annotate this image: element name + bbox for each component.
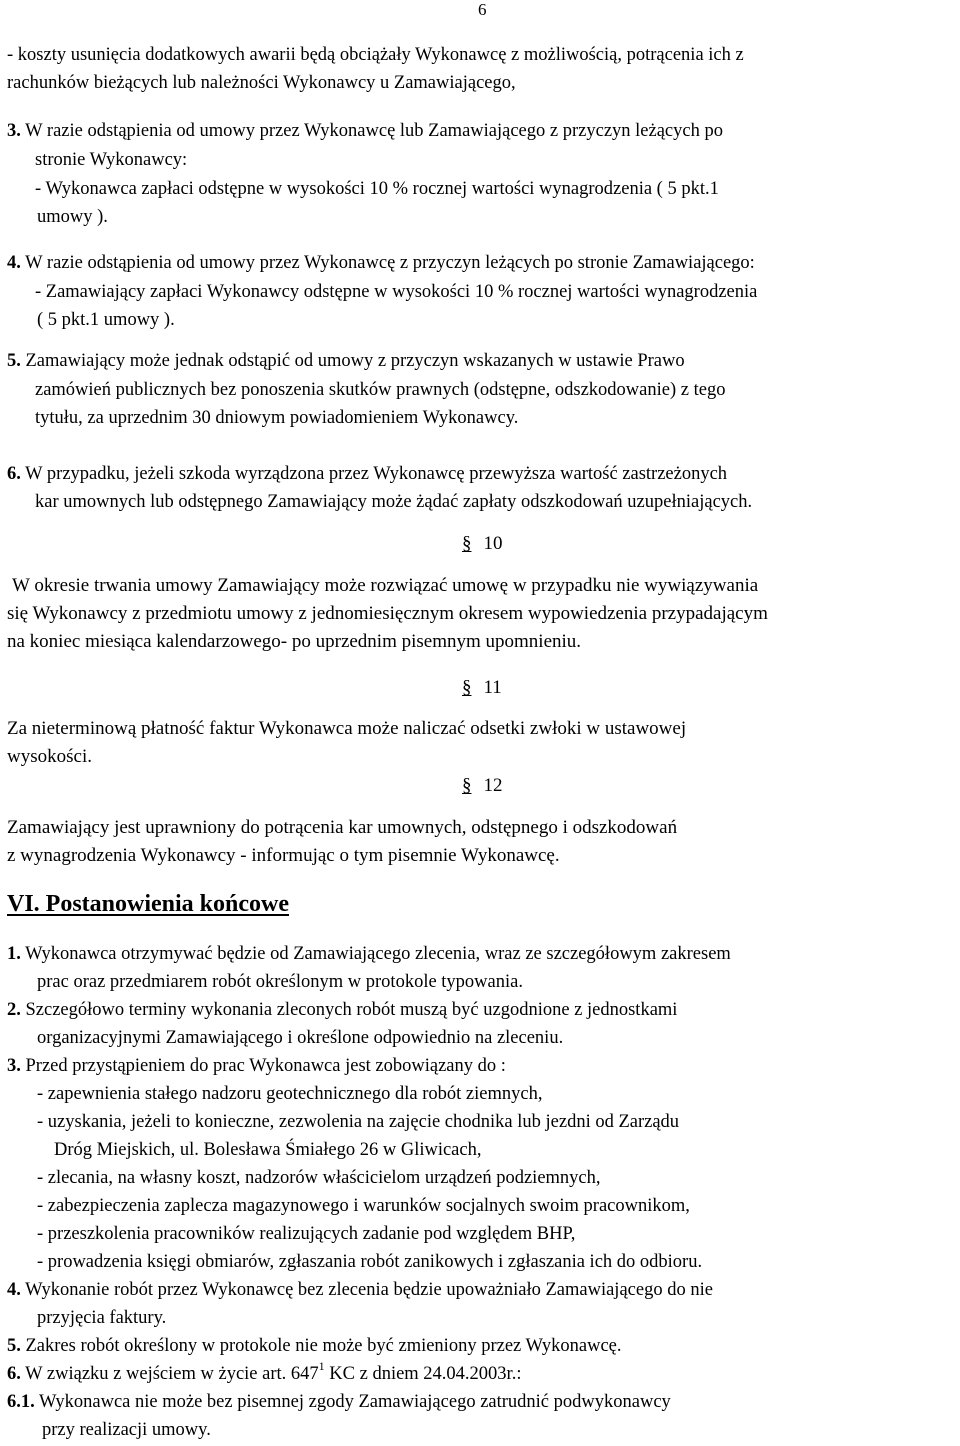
section-11-heading [462,677,502,699]
item-6 [7,1358,522,1385]
text-line: W okresie trwania umowy Zamawiający może rozwiązać umowę w przypadku nie wywiązywania [12,575,759,596]
item-4 [7,1279,713,1301]
text-line: z wynagrodzenia Wykonawcy - informując o tym pisemnie Wykonawcę. [7,845,560,866]
list-item: - przeszkolenia pracowników realizujących zadanie pod względem BHP, [37,1224,576,1244]
item-number: 2. [7,1000,21,1020]
paragraph-6 [7,463,727,485]
text-line: kar umownych lub odstępnego Zamawiający może żądać zapłaty odszkodowań uzupełniających. [35,492,753,512]
item-number: 3. [7,1056,21,1076]
text-line: - koszty usunięcia dodatkowych awarii będą obciążały Wykonawcę z możliwością, potrącenia ich z [7,45,744,65]
section-12-heading [462,775,503,797]
page-number: 6 [478,0,487,19]
text-line: Za nieterminową płatność faktur Wykonawca może naliczać odsetki zwłoki w ustawowej [7,718,687,739]
section-number: 12 [483,775,503,796]
text-line: KC z dniem 24.04.2003r.: [324,1364,522,1384]
item-2 [7,999,677,1021]
list-item: - zabezpieczenia zaplecza magazynowego i warunków socjalnych swoim pracownikom, [37,1196,690,1216]
list-item: - zlecania, na własny koszt, nadzorów właścicielom urządzeń podziemnych, [37,1168,601,1188]
list-item: - uzyskania, jeżeli to konieczne, zezwolenia na zajęcie chodnika lub jezdni od Zarządu [37,1112,680,1132]
text-line: - Wykonawca zapłaci odstępne w wysokości 10 % rocznej wartości wynagrodzenia ( 5 pkt.1 [35,179,719,199]
paragraph-4 [7,252,755,274]
list-item: - prowadzenia księgi obmiarów, zgłaszania robót zanikowych i zgłaszania ich do odbioru. [37,1252,703,1272]
text-line: prac oraz przedmiarem robót określonym w protokole typowania. [37,972,523,992]
text-line: Zakres robót określony w protokole nie może być zmieniony przez Wykonawcę. [20,1336,622,1356]
item-number: 5. [7,1336,21,1356]
text-line: Zamawiający może jednak odstąpić od umowy z przyczyn wskazanych w ustawie Prawo [20,351,685,371]
item-number: 1. [7,944,21,964]
text-line: Dróg Miejskich, ul. Bolesława Śmiałego 26 w Gliwicach, [54,1140,482,1160]
text-line: przy realizacji umowy. [42,1420,211,1440]
text-line: Przed przystąpieniem do prac Wykonawca jest zobowiązany do : [20,1056,506,1076]
item-3 [7,1055,506,1077]
section-10-heading [462,533,503,555]
paragraph-5 [7,350,685,372]
item-number: 6. [7,464,21,484]
text-line: ( 5 pkt.1 umowy ). [37,310,175,330]
text-line: W razie odstąpienia od umowy przez Wykonawcę lub Zamawiającego z przyczyn leżących po [20,121,723,141]
text-line: zamówień publicznych bez ponoszenia skutków prawnych (odstępne, odszkodowanie) z tego [35,380,726,400]
section-number: 10 [483,533,503,554]
item-1 [7,943,731,965]
text-line: przyjęcia faktury. [37,1308,167,1328]
text-line: - Zamawiający zapłaci Wykonawcy odstępne w wysokości 10 % rocznej wartości wynagrodzenia [35,282,758,302]
item-number: 3. [7,121,21,141]
text-line: Wykonanie robót przez Wykonawcę bez zlecenia będzie upoważniało Zamawiającego do nie [20,1280,713,1300]
section-vi-title: VI. Postanowienia końcowe [7,891,290,917]
text-line: umowy ). [37,207,108,227]
text-line: się Wykonawcy z przedmiotu umowy z jednomiesięcznym okresem wypowiedzenia przypadającym [7,603,768,624]
text-line: tytułu, za uprzednim 30 dniowym powiadomieniem Wykonawcy. [35,408,519,428]
item-number: 4. [7,253,21,273]
section-symbol: § [462,533,472,554]
paragraph-3 [7,120,723,142]
item-number: 5. [7,351,21,371]
text-line: rachunków bieżących lub należności Wykonawcy u Zamawiającego, [7,73,516,93]
text-line: Szczegółowo terminy wykonania zleconych robót muszą być uzgodnione z jednostkami [20,1000,678,1020]
item-6-1 [7,1391,671,1413]
text-line: wysokości. [7,746,92,767]
section-number: 11 [483,677,502,698]
list-item: - zapewnienia stałego nadzoru geotechnicznego dla robót ziemnych, [37,1084,543,1104]
text-line: W razie odstąpienia od umowy przez Wykonawcę z przyczyn leżących po stronie Zamawiającego: [20,253,755,273]
text-line: Wykonawca otrzymywać będzie od Zamawiającego zlecenia, wraz ze szczegółowym zakresem [20,944,731,964]
section-symbol: § [462,775,472,796]
text-line: organizacyjnymi Zamawiającego i określone odpowiednio na zleceniu. [37,1028,564,1048]
text-line: W przypadku, jeżeli szkoda wyrządzona przez Wykonawcę przewyższa wartość zastrzeżonych [20,464,728,484]
item-number: 6. [7,1364,21,1384]
text-line: stronie Wykonawcy: [35,150,188,170]
text-line: W związku z wejściem w życie art. 647 [20,1364,319,1384]
text-line: na koniec miesiąca kalendarzowego- po uprzednim pisemnym upomnieniu. [7,631,582,652]
item-5 [7,1335,622,1357]
item-number: 6.1. [7,1392,35,1412]
text-line: Zamawiający jest uprawniony do potrącenia kar umownych, odstępnego i odszkodowań [7,817,678,838]
superscript: 1 [318,1358,325,1373]
text-line: Wykonawca nie może bez pisemnej zgody Zamawiającego zatrudnić podwykonawcy [34,1392,671,1412]
item-number: 4. [7,1280,21,1300]
section-symbol: § [462,677,472,698]
